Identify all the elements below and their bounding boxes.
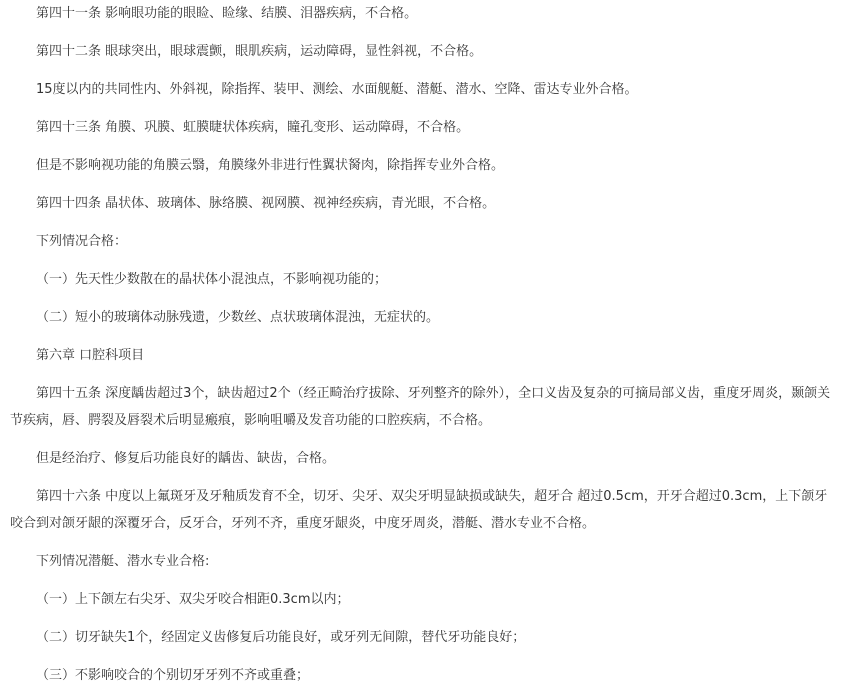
article-44-intro: 下列情况合格： — [36, 234, 128, 249]
article-44-item-1: （一）先天性少数散在的晶状体小混浊点，不影响视功能的； — [36, 272, 388, 287]
article-45-exception: 但是经治疗、修复后功能良好的龋齿、缺齿，合格。 — [36, 451, 336, 466]
article-43-exception: 但是不影响视功能的角膜云翳，角膜缘外非进行性翼状胬肉，除指挥专业外合格。 — [36, 158, 505, 173]
article-42: 第四十二条 眼球突出，眼球震颤，眼肌疾病，运动障碍，显性斜视，不合格。 — [36, 44, 483, 59]
article-46-item-3: （三）不影响咬合的个别切牙牙列不齐或重叠； — [36, 668, 310, 683]
article-45: 第四十五条 深度龋齿超过3个，缺齿超过2个（经正畸治疗拔除、牙列整齐的除外），全口义齿及复杂的可摘局部义齿，重度牙周炎，颞颌关节疾病，唇、腭裂及唇裂术后明显瘢痕，影响咀嚼及发音功能的口腔疾病，不合格。 — [10, 386, 831, 428]
article-46-item-1: （一）上下颌左右尖牙、双尖牙咬合相距0.3cm以内； — [36, 592, 350, 607]
article-46-item-2: （二）切牙缺失1个，经固定义齿修复后功能良好，或牙列无间隙，替代牙功能良好； — [36, 630, 526, 645]
article-44-item-2: （二）短小的玻璃体动脉残遗，少数丝、点状玻璃体混浊，无症状的。 — [36, 310, 440, 325]
article-42-exception: 15度以内的共同性内、外斜视，除指挥、装甲、测绘、水面舰艇、潜艇、潜水、空降、雷达专业外合格。 — [36, 82, 638, 97]
article-46-intro: 下列情况潜艇、潜水专业合格: — [36, 554, 210, 569]
document-body — [10, 0, 836, 689]
article-44: 第四十四条 晶状体、玻璃体、脉络膜、视网膜、视神经疾病，青光眼，不合格。 — [36, 196, 496, 211]
chapter-6-heading: 第六章 口腔科项目 — [36, 348, 145, 363]
article-43: 第四十三条 角膜、巩膜、虹膜睫状体疾病，瞳孔变形、运动障碍，不合格。 — [36, 120, 470, 135]
article-46: 第四十六条 中度以上氟斑牙及牙釉质发育不全，切牙、尖牙、双尖牙明显缺损或缺失，超牙合 超过0.5cm，开牙合超过0.3cm，上下颌牙咬合到对颌牙龈的深覆牙合，反牙合，牙列不齐，重度牙龈炎，中度牙周炎，潜艇、潜水专业不合格。 — [10, 489, 828, 531]
article-41: 第四十一条 影响眼功能的眼睑、睑缘、结膜、泪器疾病，不合格。 — [36, 6, 418, 21]
